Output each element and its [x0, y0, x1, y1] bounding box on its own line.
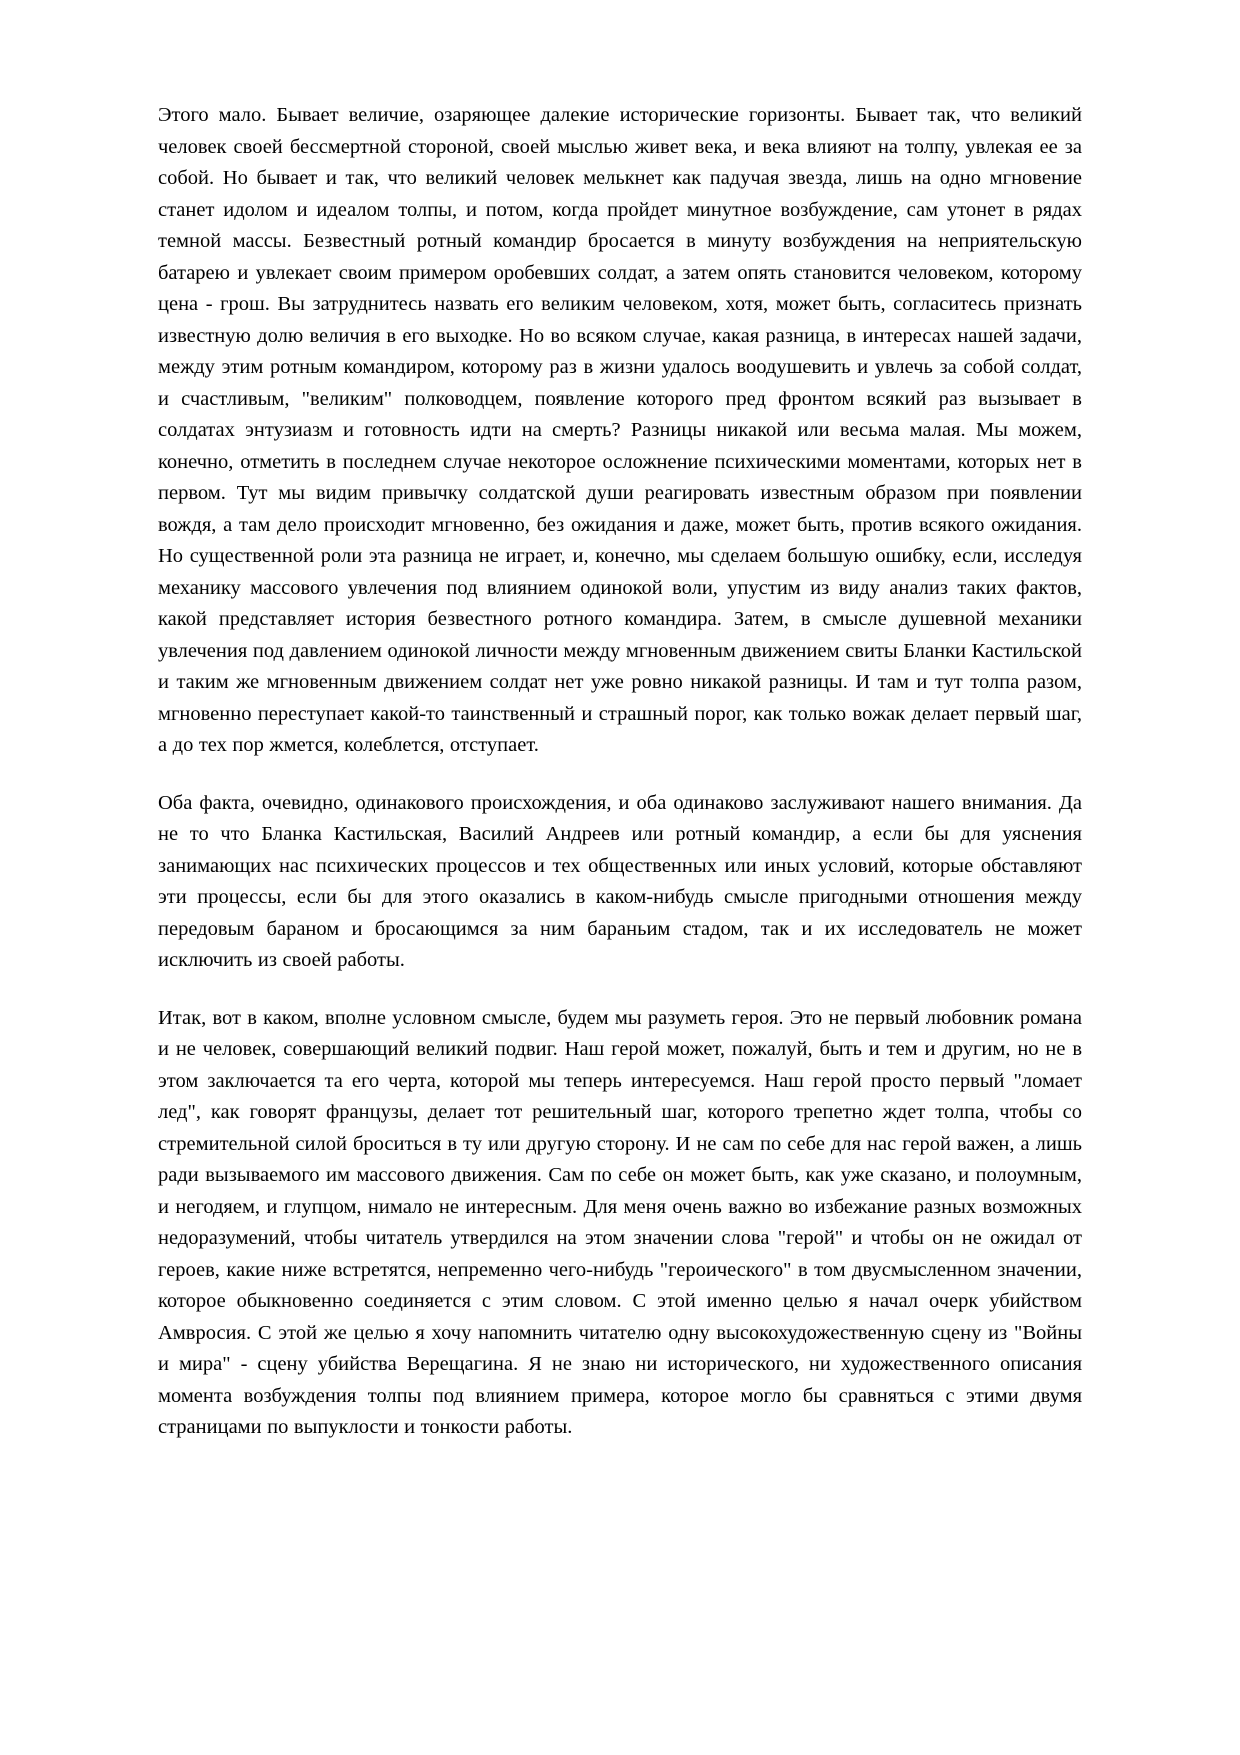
document-text-body: [158, 100, 1082, 1444]
paragraph-3: Итак, вот в каком, вполне условном смысле, будем мы разуметь героя. Это не первый любовник романа и не человек, совершающий великий подвиг. Наш герой может, пожалуй, быть и тем и другим, но не в этом заключается та его черта, которой мы теперь интересуемся. Наш герой просто первый "ломает лед", как говорят французы, делает тот решительный шаг, которого трепетно ждет толпа, чтобы со стремительной силой броситься в ту или другую сторону. И не сам по себе для нас герой важен, а лишь ради вызываемого им массового движения. Сам по себе он может быть, как уже сказано, и полоумным, и негодяем, и глупцом, нимало не интересным. Для меня очень важно во избежание разных возможных недоразумений, чтобы читатель утвердился на этом значении слова "герой" и чтобы он не ожидал от героев, какие ниже встретятся, непременно чего-нибудь "героического" в том двусмысленном значении, которое обыкновенно соединяется с этим словом. С этой именно целью я начал очерк убийством Амвросия. С этой же целью я хочу напомнить читателю одну высокохудожественную сцену из "Войны и мира" - сцену убийства Верещагина. Я не знаю ни исторического, ни художественного описания момента возбуждения толпы под влиянием примера, которое могло бы сравняться с этими двумя страницами по выпуклости и тонкости работы.: [158, 1006, 1082, 1438]
paragraph-1: Этого мало. Бывает величие, озаряющее далекие исторические горизонты. Бывает так, что великий человек своей бессмертной стороной, своей мыслью живет века, и века влияют на толпу, увлекая ее за собой. Но бывает и так, что великий человек мелькнет как падучая звезда, лишь на одно мгновение станет идолом и идеалом толпы, и потом, когда пройдет минутное возбуждение, сам утонет в рядах темной массы. Безвестный ротный командир бросается в минуту возбуждения на неприятельскую батарею и увлекает своим примером оробевших солдат, а затем опять становится человеком, которому цена - грош. Вы затруднитесь назвать его великим человеком, хотя, может быть, согласитесь признать известную долю величия в его выходке. Но во всяком случае, какая разница, в интересах нашей задачи, между этим ротным командиром, которому раз в жизни удалось воодушевить и увлечь за собой солдат, и счастливым, "великим" полководцем, появление которого пред фронтом всякий раз вызывает в солдатах энтузиазм и готовность идти на смерть? Разницы никакой или весьма малая. Мы можем, конечно, отметить в последнем случае некоторое осложнение психическими моментами, которых нет в первом. Тут мы видим привычку солдатской души реагировать известным образом при появлении вождя, а там дело происходит мгновенно, без ожидания и даже, может быть, против всякого ожидания. Но существенной роли эта разница не играет, и, конечно, мы сделаем большую ошибку, если, исследуя механику массового увлечения под влиянием одинокой воли, упустим из виду анализ таких фактов, какой представляет история безвестного ротного командира. Затем, в смысле душевной механики увлечения под давлением одинокой личности между мгновенным движением свиты Бланки Кастильской и таким же мгновенным движением солдат нет уже ровно никакой разницы. И там и тут толпа разом, мгновенно переступает какой-то таинственный и страшный порог, как только вожак делает первый шаг, а до тех пор жмется, колеблется, отступает.: [158, 104, 1082, 756]
paragraph-2: Оба факта, очевидно, одинакового происхождения, и оба одинаково заслуживают нашего внимания. Да не то что Бланка Кастильская, Василий Андреев или ротный командир, а если бы для уяснения занимающих нас психических процессов и тех общественных или иных условий, которые обставляют эти процессы, если бы для этого оказались в каком-нибудь смысле пригодными отношения между передовым бараном и бросающимся за ним бараньим стадом, так и их исследователь не может исключить из своей работы.: [158, 791, 1082, 971]
